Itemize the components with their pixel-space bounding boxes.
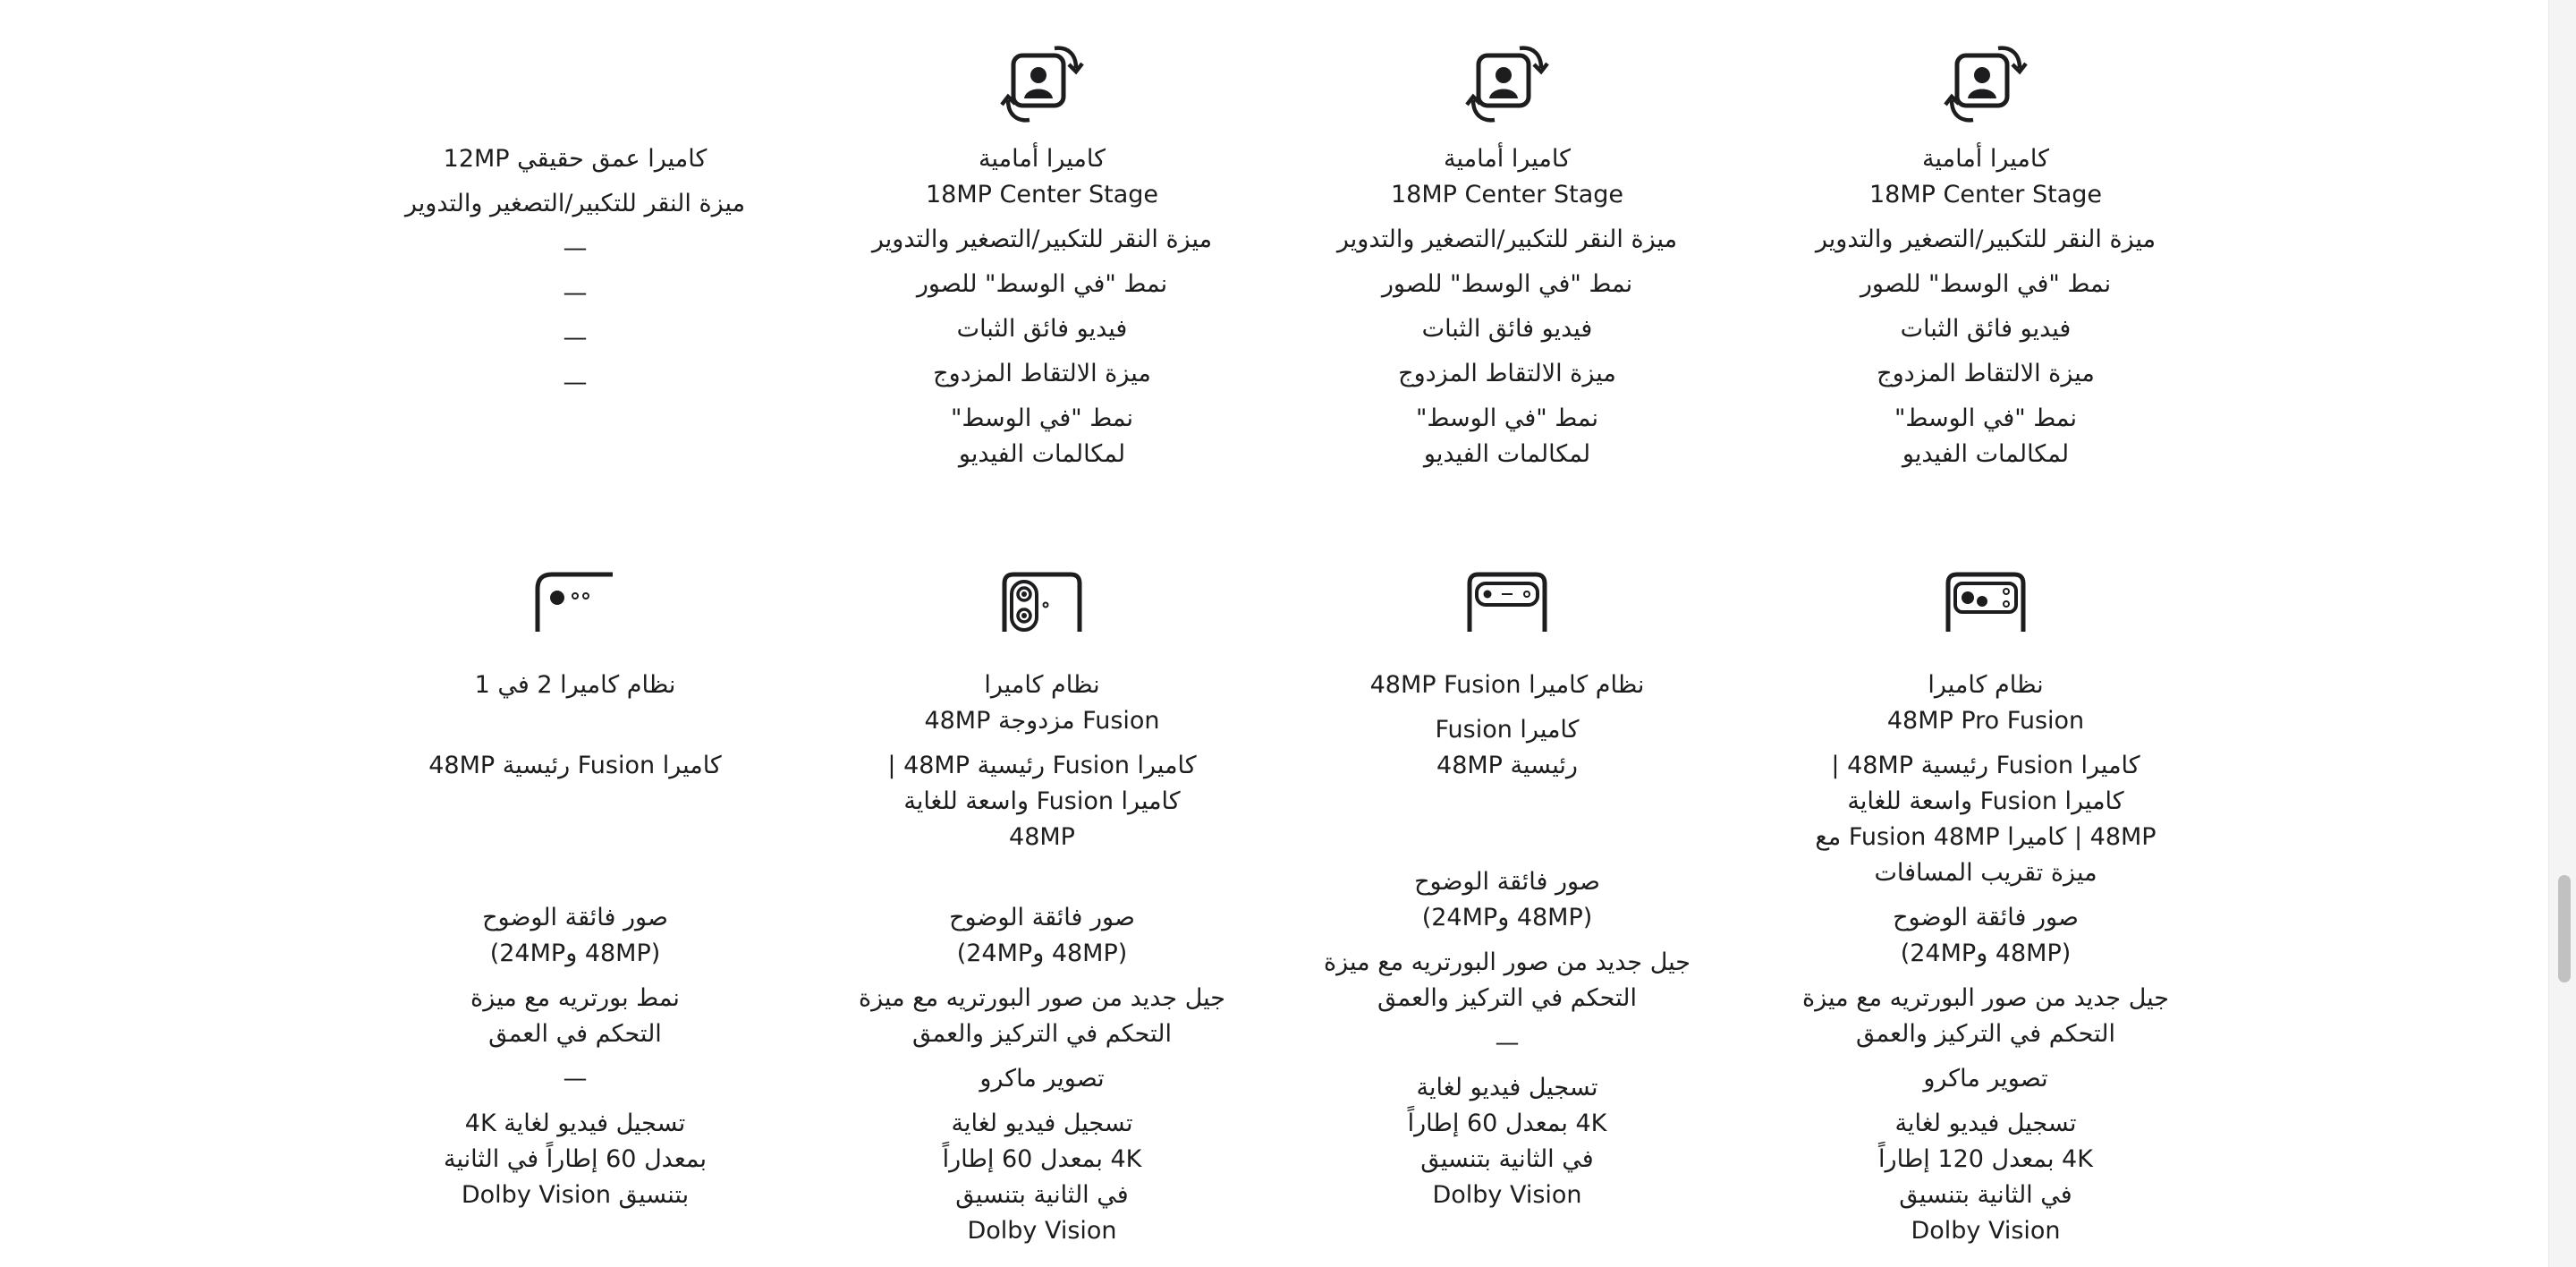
feature-text: التحكم في التركيز والعمق xyxy=(1377,984,1637,1012)
front-camera-column-2 xyxy=(1310,39,1704,472)
feature-dash: — xyxy=(1495,1029,1520,1057)
feature-text: (48MP و24MP) xyxy=(489,940,661,967)
feature-dash: — xyxy=(563,369,588,396)
feature-text: التحكم في التركيز والعمق xyxy=(1856,1020,2115,1048)
feature-text: Dolby Vision xyxy=(1432,1181,1582,1209)
scrollbar-thumb[interactable] xyxy=(2558,875,2571,982)
feature-text: تصوير ماكرو xyxy=(979,1065,1105,1093)
feature-text: لمكالمات الفيديو xyxy=(1902,440,2070,468)
rear-camera-column-1 xyxy=(1789,565,2182,1249)
front-camera-title-line: 18MP Center Stage xyxy=(1869,181,2102,208)
feature-text: جيل جديد من صور البورتريه مع ميزة xyxy=(1323,948,1690,976)
feature-text: فيديو فائق الثبات xyxy=(956,315,1128,343)
center-stage-icon xyxy=(1941,39,2030,129)
feature-text: (48MP و24MP) xyxy=(1421,904,1593,931)
feature-text: تصوير ماكرو xyxy=(1923,1065,2048,1093)
feature-text: ميزة النقر للتكبير/التصغير والتدوير xyxy=(1336,225,1678,253)
rear-camera-title-line: نظام كاميرا xyxy=(1928,671,2044,699)
triple-camera-icon xyxy=(1941,565,2030,655)
feature-text: التحكم في التركيز والعمق xyxy=(912,1020,1172,1048)
feature-text: لمكالمات الفيديو xyxy=(958,440,1126,468)
page-scrollbar[interactable] xyxy=(2548,0,2576,1267)
feature-text: نمط بورتريه مع ميزة xyxy=(470,984,680,1012)
feature-text: جيل جديد من صور البورتريه مع ميزة xyxy=(858,984,1225,1012)
feature-text: (48MP و24MP) xyxy=(956,940,1128,967)
feature-text: نمط "في الوسط" للصور xyxy=(916,270,1168,298)
lens-text: كاميرا Fusion واسعة للغاية xyxy=(1847,787,2124,815)
feature-text: ميزة النقر للتكبير/التصغير والتدوير xyxy=(404,190,746,217)
feature-text: نمط "في الوسط" للصور xyxy=(1860,270,2112,298)
feature-dash: — xyxy=(563,1065,588,1093)
feature-text: (48MP و24MP) xyxy=(1900,940,2072,967)
lens-text: 48MP | كاميرا Fusion 48MP مع xyxy=(1815,823,2157,851)
feature-text: 4K بمعدل 120 إطاراً xyxy=(1878,1145,2093,1173)
feature-text: ميزة الالتقاط المزدوج xyxy=(933,360,1151,387)
front-camera-title-line: كاميرا أمامية xyxy=(1444,145,1571,173)
feature-dash: — xyxy=(563,324,588,352)
front-camera-title-line: كاميرا أمامية xyxy=(979,145,1106,173)
feature-dash: — xyxy=(563,279,588,307)
feature-text: 4K بمعدل 60 إطاراً xyxy=(1407,1110,1607,1137)
rear-camera-title-line: 48MP Pro Fusion xyxy=(1886,707,2085,735)
front-camera-title-line: كاميرا عمق حقيقي 12MP xyxy=(443,145,708,173)
lens-text: 48MP xyxy=(1009,823,1075,851)
feature-text: في الثانية بتنسيق xyxy=(955,1181,1129,1209)
feature-text: تسجيل فيديو لغاية 4K xyxy=(464,1110,686,1137)
feature-text: صور فائقة الوضوح xyxy=(1893,904,2079,931)
feature-text: ميزة الالتقاط المزدوج xyxy=(1398,360,1616,387)
feature-text: نمط "في الوسط" للصور xyxy=(1381,270,1633,298)
feature-text: في الثانية بتنسيق xyxy=(1420,1145,1594,1173)
feature-text: Dolby Vision xyxy=(967,1217,1117,1245)
lens-text: كاميرا Fusion واسعة للغاية xyxy=(903,787,1181,815)
feature-text: بمعدل 60 إطاراً في الثانية xyxy=(443,1145,708,1173)
horizontal-camera-bar-icon xyxy=(1462,565,1552,655)
feature-text: لمكالمات الفيديو xyxy=(1423,440,1591,468)
lens-text: رئيسية 48MP xyxy=(1436,752,1578,779)
lens-text: كاميرا Fusion xyxy=(1435,716,1580,744)
rear-camera-title-line: نظام كاميرا 48MP Fusion xyxy=(1369,671,1645,699)
feature-text: صور فائقة الوضوح xyxy=(482,904,668,931)
rear-camera-title-line: نظام كاميرا xyxy=(984,671,1100,699)
dual-camera-icon xyxy=(997,565,1087,655)
feature-text: ميزة الالتقاط المزدوج xyxy=(1877,360,2095,387)
feature-text: صور فائقة الوضوح xyxy=(949,904,1135,931)
lens-text: كاميرا Fusion رئيسية 48MP | xyxy=(887,752,1197,779)
feature-text: تسجيل فيديو لغاية xyxy=(951,1110,1133,1137)
center-stage-icon xyxy=(1462,39,1552,129)
feature-text: صور فائقة الوضوح xyxy=(1414,868,1600,896)
front-camera-title-line: 18MP Center Stage xyxy=(1391,181,1623,208)
lens-text: كاميرا Fusion رئيسية 48MP | xyxy=(1831,752,2140,779)
feature-text: ميزة النقر للتكبير/التصغير والتدوير xyxy=(871,225,1213,253)
feature-text: فيديو فائق الثبات xyxy=(1421,315,1593,343)
feature-text: جيل جديد من صور البورتريه مع ميزة xyxy=(1801,984,2169,1012)
feature-text: نمط "في الوسط" xyxy=(1415,404,1599,432)
front-camera-column-1 xyxy=(1789,39,2182,472)
front-camera-title-line: كاميرا أمامية xyxy=(1922,145,2049,173)
feature-text: بتنسيق Dolby Vision xyxy=(461,1181,690,1209)
feature-text: فيديو فائق الثبات xyxy=(1900,315,2072,343)
lens-text: ميزة تقريب المسافات xyxy=(1874,859,2097,887)
feature-text: Dolby Vision xyxy=(1911,1217,2061,1245)
feature-text: نمط "في الوسط" xyxy=(950,404,1134,432)
rear-camera-title-line: نظام كاميرا 2 في 1 xyxy=(474,671,676,699)
feature-text: نمط "في الوسط" xyxy=(1894,404,2078,432)
feature-text: في الثانية بتنسيق xyxy=(1899,1181,2072,1209)
feature-text: 4K بمعدل 60 إطاراً xyxy=(942,1145,1142,1173)
rear-camera-column-4 xyxy=(378,565,772,1213)
rear-camera-title-line: Fusion مزدوجة 48MP xyxy=(924,707,1160,735)
lens-text: كاميرا Fusion رئيسية 48MP xyxy=(428,752,722,779)
front-camera-column-3 xyxy=(845,39,1239,472)
rear-camera-column-3 xyxy=(845,565,1239,1249)
single-camera-icon xyxy=(530,565,620,655)
center-stage-icon xyxy=(997,39,1087,129)
front-camera-column-4 xyxy=(378,39,772,401)
front-camera-title-line: 18MP Center Stage xyxy=(926,181,1158,208)
feature-text: ميزة النقر للتكبير/التصغير والتدوير xyxy=(1815,225,2157,253)
feature-text: تسجيل فيديو لغاية xyxy=(1894,1110,2077,1137)
feature-text: التحكم في العمق xyxy=(488,1020,662,1048)
feature-dash: — xyxy=(563,234,588,262)
rear-camera-column-2 xyxy=(1310,565,1704,1213)
feature-text: تسجيل فيديو لغاية xyxy=(1416,1074,1598,1101)
